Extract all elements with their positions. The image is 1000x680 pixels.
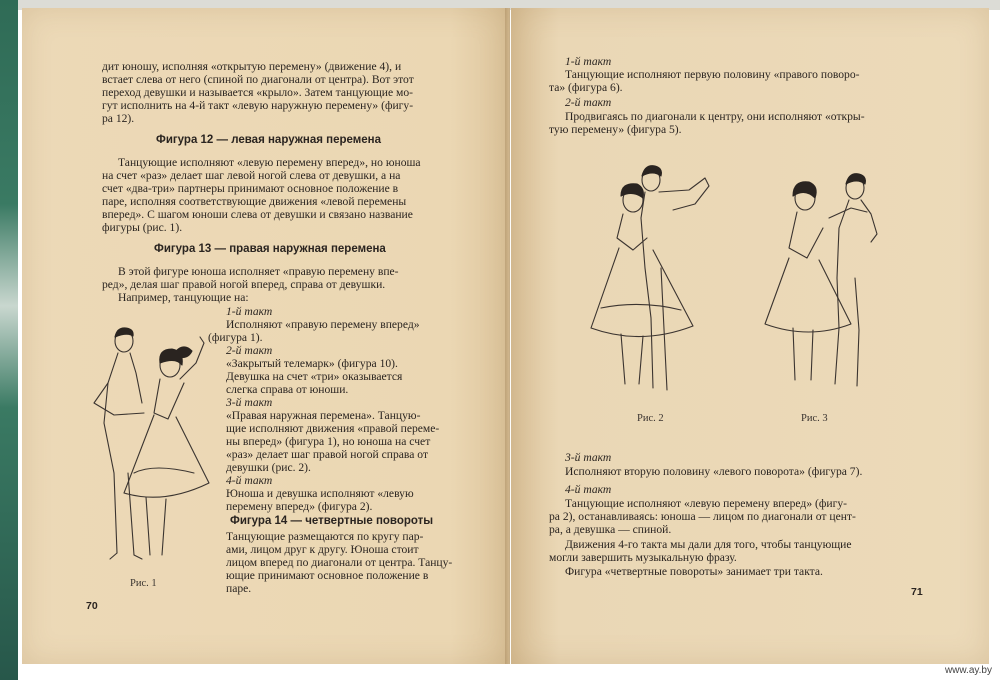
- text-line: «раз» делает шаг правой ногой справа от: [226, 448, 429, 461]
- text-line: могли завершить музыкальную фразу.: [549, 551, 737, 564]
- text-line: «Закрытый телемарк» (фигура 10).: [226, 357, 398, 370]
- text-line: (фигура 1).: [208, 331, 263, 344]
- beat-label: 4-й такт: [565, 483, 612, 496]
- text-line: В этой фигуре юноша исполняет «правую перемену впе-: [118, 265, 399, 278]
- text-line: перемену вперед» (фигура 2).: [226, 500, 373, 513]
- text-line: Движения 4-го такта мы дали для того, чтобы танцующие: [565, 538, 852, 551]
- text-line: Исполняют вторую половину «левого поворота» (фигура 7).: [565, 465, 863, 478]
- figure-caption: Рис. 2: [637, 413, 664, 424]
- figure-caption: Рис. 1: [130, 578, 157, 589]
- text-line: Танцующие исполняют «левую перемену вперед», но юноша: [118, 156, 421, 169]
- text-line: Юноша и девушка исполняют «левую: [226, 487, 414, 500]
- text-line: встает слева от него (спиной по диагонали от центра). Вот этот: [102, 73, 414, 86]
- book-cover-edge: [0, 0, 18, 680]
- heading-figure-14: Фигура 14 — четвертные повороты: [230, 515, 434, 527]
- dancing-couple-illustration: [84, 323, 214, 568]
- beat-label: 3-й такт: [226, 396, 273, 409]
- text-line: ра 12).: [102, 112, 135, 125]
- text-line: ющие принимают основное положение в: [226, 569, 429, 582]
- text-line: тую перемену» (фигура 5).: [549, 123, 682, 136]
- beat-label: 2-й такт: [565, 96, 612, 109]
- text-line: паре, исполняя соответствующие движения «левой перемены: [102, 195, 407, 208]
- text-line: Например, танцующие на:: [118, 291, 249, 304]
- figure-caption: Рис. 3: [801, 413, 828, 424]
- text-line: Девушка на счет «три» оказывается: [226, 370, 403, 383]
- beat-label: 2-й такт: [226, 344, 273, 357]
- text-line: переход девушки и называется «крыло». Затем танцующие мо-: [102, 86, 414, 99]
- text-line: паре.: [226, 582, 252, 595]
- text-line: ред», делая шаг правой ногой вперед, справа от девушки.: [102, 278, 386, 291]
- text-line: фигуры (рис. 1).: [102, 221, 183, 234]
- text-line: Продвигаясь по диагонали к центру, они исполняют «откры-: [565, 110, 865, 123]
- text-line: Исполняют «правую перемену вперед»: [226, 318, 420, 331]
- text-line: гут исполнить на 4-й такт «левую наружную перемену» (фигу-: [102, 99, 414, 112]
- text-line: ра 2), останавливаясь: юноша — лицом по диагонали от цент-: [549, 510, 856, 523]
- dancing-couple-fig3-illustration: [759, 168, 889, 398]
- text-line: Танцующие размещаются по кругу пар-: [226, 530, 424, 543]
- text-line: лицом вперед по диагонали от центра. Танцу-: [226, 556, 453, 569]
- text-line: ами, лицом друг к другу. Юноша стоит: [226, 543, 419, 556]
- beat-label: 1-й такт: [565, 55, 612, 68]
- page-number: 71: [911, 586, 923, 598]
- text-line: ны вперед» (фигура 1), но юноша на счет: [226, 435, 431, 448]
- text-line: девушки (рис. 2).: [226, 461, 311, 474]
- beat-label: 4-й такт: [226, 474, 273, 487]
- beat-label: 3-й такт: [565, 451, 612, 464]
- text-line: на счет «раз» делает шаг левой ногой слева от девушки, а на: [102, 169, 401, 182]
- text-line: счет «два-три» партнеры принимают основное положение в: [102, 182, 399, 195]
- dancing-couple-fig2-illustration: [581, 158, 721, 403]
- text-line: вперед». С шагом юноши слева от девушки и связано название: [102, 208, 413, 221]
- right-page: [511, 8, 989, 664]
- watermark: www.ay.by: [944, 665, 992, 676]
- text-line: слегка справа от юноши.: [226, 383, 349, 396]
- left-page: [22, 8, 510, 664]
- text-line: дит юношу, исполняя «открытую перемену» (движение 4), и: [102, 60, 402, 73]
- text-line: Танцующие исполняют первую половину «правого поворо-: [565, 68, 860, 81]
- beat-label: 1-й такт: [226, 305, 273, 318]
- heading-figure-13: Фигура 13 — правая наружная перемена: [154, 243, 386, 255]
- text-line: Танцующие исполняют «левую перемену вперед» (фигу-: [565, 497, 848, 510]
- heading-figure-12: Фигура 12 — левая наружная перемена: [156, 134, 381, 146]
- text-line: «Правая наружная перемена». Танцую-: [226, 409, 421, 422]
- text-line: Фигура «четвертные повороты» занимает три такта.: [565, 565, 823, 578]
- page-number: 70: [86, 600, 98, 612]
- text-line: та» (фигура 6).: [549, 81, 623, 94]
- text-line: ра, а девушка — спиной.: [549, 523, 672, 536]
- text-line: щие исполняют движения «правой переме-: [226, 422, 440, 435]
